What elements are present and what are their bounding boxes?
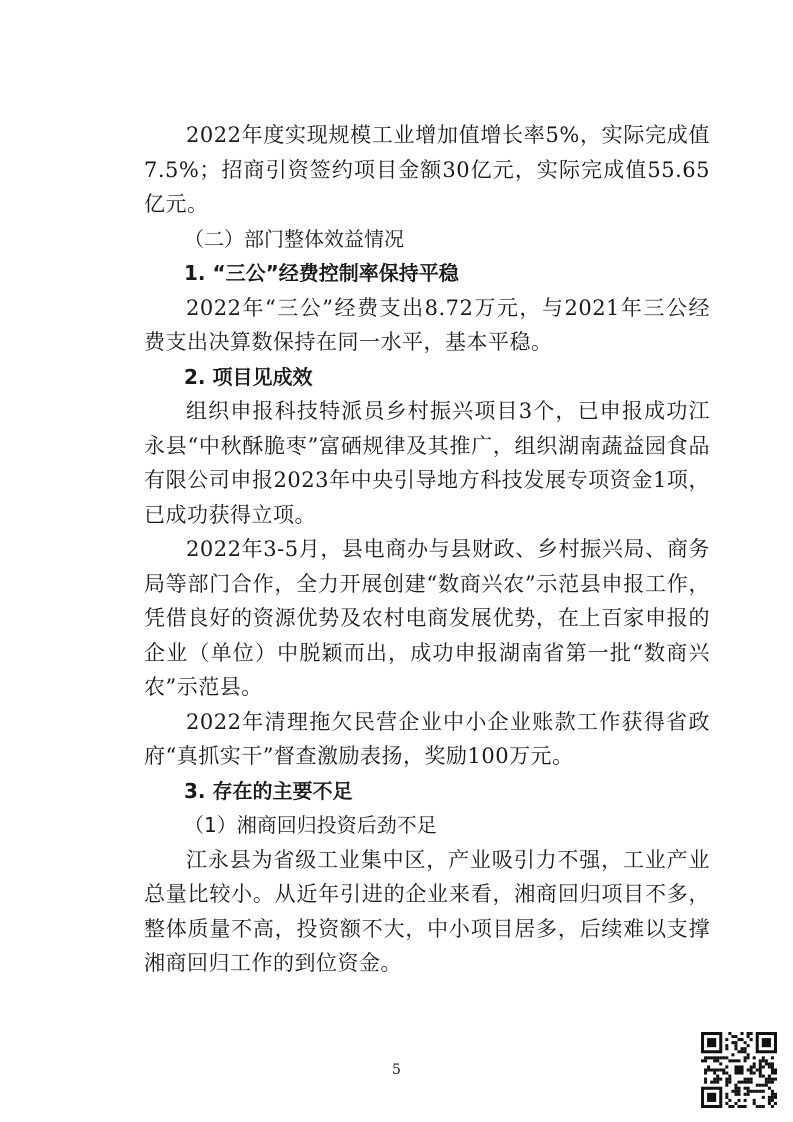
paragraph-industry-growth: 2022年度实现规模工业增加值增长率5%，实际完成值7.5%；招商引资签约项目金额30亿元，实际完成值55.65亿元。 [144, 123, 710, 216]
document-body [144, 118, 710, 981]
heading-three-public-expenses: 1. “三公”经费控制率保持平稳 [184, 261, 459, 285]
paragraph-ecommerce-county: 2022年3-5月，县电商办与县财政、乡村振兴局、商务局等部门合作，全力开展创建“数商兴农”示范县申报工作，凭借良好的资源优势及农村电商发展优势，在上百家申报的企业（单位）中脱颖而出，成功申报湖南省第一批“数商兴农”示范县。 [144, 537, 710, 699]
paragraph-three-public-expenses: 2022年“三公”经费支出8.72万元，与2021年三公经费支出决算数保持在同一水平，基本平稳。 [144, 295, 710, 354]
subheading-investment-insufficient: （1）湘商回归投资后劲不足 [184, 813, 437, 837]
paragraph-industry-weakness: 江永县为省级工业集中区，产业吸引力不强，工业产业总量比较小。从近年引进的企业来看，湘商回归项目不多，整体质量不高，投资额不大，中小项目居多，后续难以支撑湘商回归工作的到位资金。 [144, 847, 710, 975]
paragraph-arrears-clearance: 2022年清理拖欠民营企业中小企业账款工作获得省政府“真抓实干”督查激励表扬，奖励100万元。 [144, 709, 710, 768]
qr-code-graphic [701, 1032, 777, 1108]
qr-code-icon [701, 1032, 777, 1108]
heading-main-shortcomings: 3. 存在的主要不足 [184, 778, 353, 803]
heading-project-results: 2. 项目见成效 [184, 364, 313, 389]
page-number: 5 [392, 1062, 401, 1078]
paragraph-science-projects: 组织申报科技特派员乡村振兴项目3个，已申报成功江永县“中秋酥脆枣”富硒规律及其推广，组织湖南蔬益园食品有限公司申报2023年中央引导地方科技发展专项资金1项，已成功获得立项。 [144, 399, 710, 527]
section-heading-department-benefit: （二）部门整体效益情况 [184, 226, 404, 251]
